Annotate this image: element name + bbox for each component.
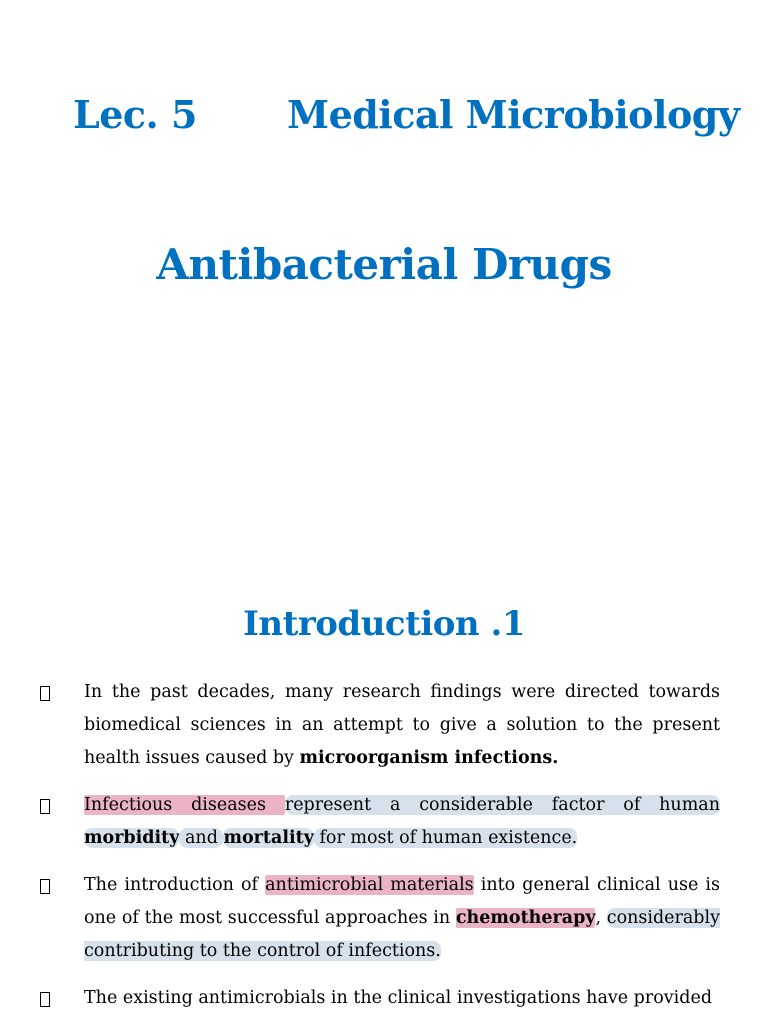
bullet-2-text: represent a considerable factor of human (284, 795, 720, 815)
bullet-3-text: The introduction of (84, 875, 266, 895)
missing-glyph-box-icon (40, 869, 54, 889)
bullet-3-highlight-chemotherapy: chemotherapy (455, 908, 596, 928)
missing-glyph-box-icon (40, 982, 54, 1002)
bullet-2-text-and: and (179, 828, 224, 848)
missing-glyph-box-icon (40, 789, 54, 809)
bullet-3-highlight-antimicrobial: antimicrobial materials (265, 875, 474, 895)
bullet-text-3 (84, 869, 720, 968)
bullet-list (0, 676, 768, 1029)
bullet-item-3 (0, 869, 768, 968)
page-header (0, 92, 768, 142)
bullet-2-text-end: for most of human existence. (313, 828, 578, 848)
document-title: Antibacterial Drugs (156, 240, 612, 289)
bullet-item-2 (0, 789, 768, 855)
bullet-text-4 (84, 982, 720, 1015)
bullet-3-text-end: considerably contributing to the control of infections. (84, 908, 720, 961)
bullet-item-4 (0, 982, 768, 1015)
bullet-text-1 (84, 676, 720, 775)
missing-glyph-box-icon (40, 676, 54, 696)
bullet-2-highlight: Infectious diseases (84, 795, 285, 815)
bullet-item-1 (0, 676, 768, 775)
bullet-text-2 (84, 789, 720, 855)
bullet-4-text: The existing antimicrobials in the clinical investigations have provided (84, 988, 713, 1008)
lecture-number: Lec. 5 (73, 92, 197, 137)
course-title: Medical Microbiology (287, 92, 740, 137)
bullet-2-bold-mortality: mortality (223, 828, 314, 848)
section-heading: Introduction .1 (243, 604, 525, 644)
bullet-1-text: In the past decades, many research findings were directed towards biomedical sciences in an attempt to give a solution to the present health issues caused by (84, 682, 720, 768)
bullet-2-bold-morbidity: morbidity (84, 828, 180, 848)
bullet-3-comma: , (595, 908, 607, 928)
bullet-1-bold-term: microorganism infections. (299, 748, 559, 768)
bullet-3-text-middle: into general clinical use is one of the most successful approaches in (84, 875, 721, 928)
